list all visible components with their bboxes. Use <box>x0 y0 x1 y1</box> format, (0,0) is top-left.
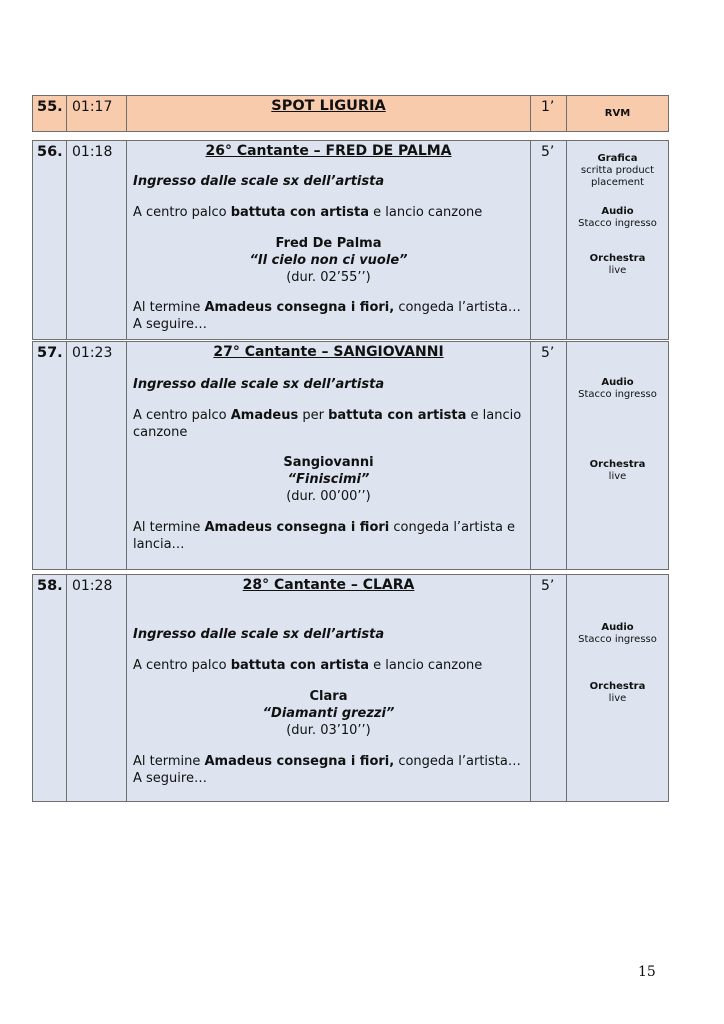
row-title: 26° Cantante – FRED DE PALMA <box>205 143 452 159</box>
rundown-row-58 <box>32 574 669 802</box>
row-notes: Audio Stacco ingresso Orchestra live <box>578 377 657 482</box>
row-notes-rvm: RVM <box>604 108 631 119</box>
song-duration: (dur. 02’55’’) <box>286 270 371 285</box>
row-time: 01:23 <box>67 342 127 569</box>
row-notes: Audio Stacco ingresso Orchestra live <box>578 622 657 704</box>
row-title: SPOT LIGURIA <box>127 96 531 131</box>
row-time: 01:17 <box>67 96 127 131</box>
song-duration: (dur. 00’00’’) <box>286 489 371 504</box>
artist-name: Clara <box>309 689 348 704</box>
row-number: 55. <box>33 96 67 131</box>
entrance-note: Ingresso dalle scale sx dell’artista <box>133 627 385 642</box>
row-number: 58. <box>33 575 67 801</box>
song-block <box>133 235 524 286</box>
row-content <box>127 575 531 801</box>
artist-name: Sangiovanni <box>283 455 374 470</box>
page-number: 15 <box>638 964 656 980</box>
rundown-row-57 <box>32 341 669 570</box>
rundown-row-55 <box>32 95 669 132</box>
song-title: “Finiscimi” <box>287 472 370 487</box>
row-number: 56. <box>33 141 67 339</box>
song-duration: (dur. 03’10’’) <box>286 723 371 738</box>
closing-note: Al termine Amadeus consegna i fiori congeda l’artista e lancia… <box>133 520 516 552</box>
row-title: 28° Cantante – CLARA <box>242 577 415 593</box>
closing-note: Al termine Amadeus consegna i fiori, congeda l’artista… A seguire… <box>133 300 521 332</box>
rundown-row-56 <box>32 140 669 340</box>
row-title: 27° Cantante – SANGIOVANNI <box>213 344 444 360</box>
row-time: 01:28 <box>67 575 127 801</box>
closing-note: Al termine Amadeus consegna i fiori, congeda l’artista… A seguire… <box>133 754 521 786</box>
row-time: 01:18 <box>67 141 127 339</box>
row-notes: Grafica scritta product placement Audio Stacco ingresso Orchestra live <box>578 153 657 276</box>
stage-note: A centro palco battuta con artista e lancio canzone <box>133 205 483 220</box>
song-title: “Diamanti grezzi” <box>262 706 395 721</box>
row-duration: 5’ <box>531 141 567 339</box>
artist-name: Fred De Palma <box>275 236 382 251</box>
entrance-note: Ingresso dalle scale sx dell’artista <box>133 174 385 189</box>
row-content <box>127 141 531 339</box>
row-duration: 5’ <box>531 342 567 569</box>
entrance-note: Ingresso dalle scale sx dell’artista <box>133 377 385 392</box>
stage-note: A centro palco Amadeus per battuta con artista e lancio canzone <box>133 408 522 440</box>
stage-note: A centro palco battuta con artista e lancio canzone <box>133 658 483 673</box>
row-number: 57. <box>33 342 67 569</box>
row-content <box>127 342 531 569</box>
row-duration: 5’ <box>531 575 567 801</box>
song-block <box>133 454 524 505</box>
song-block <box>133 688 524 739</box>
song-title: “Il cielo non ci vuole” <box>249 253 408 268</box>
row-duration: 1’ <box>531 96 567 131</box>
